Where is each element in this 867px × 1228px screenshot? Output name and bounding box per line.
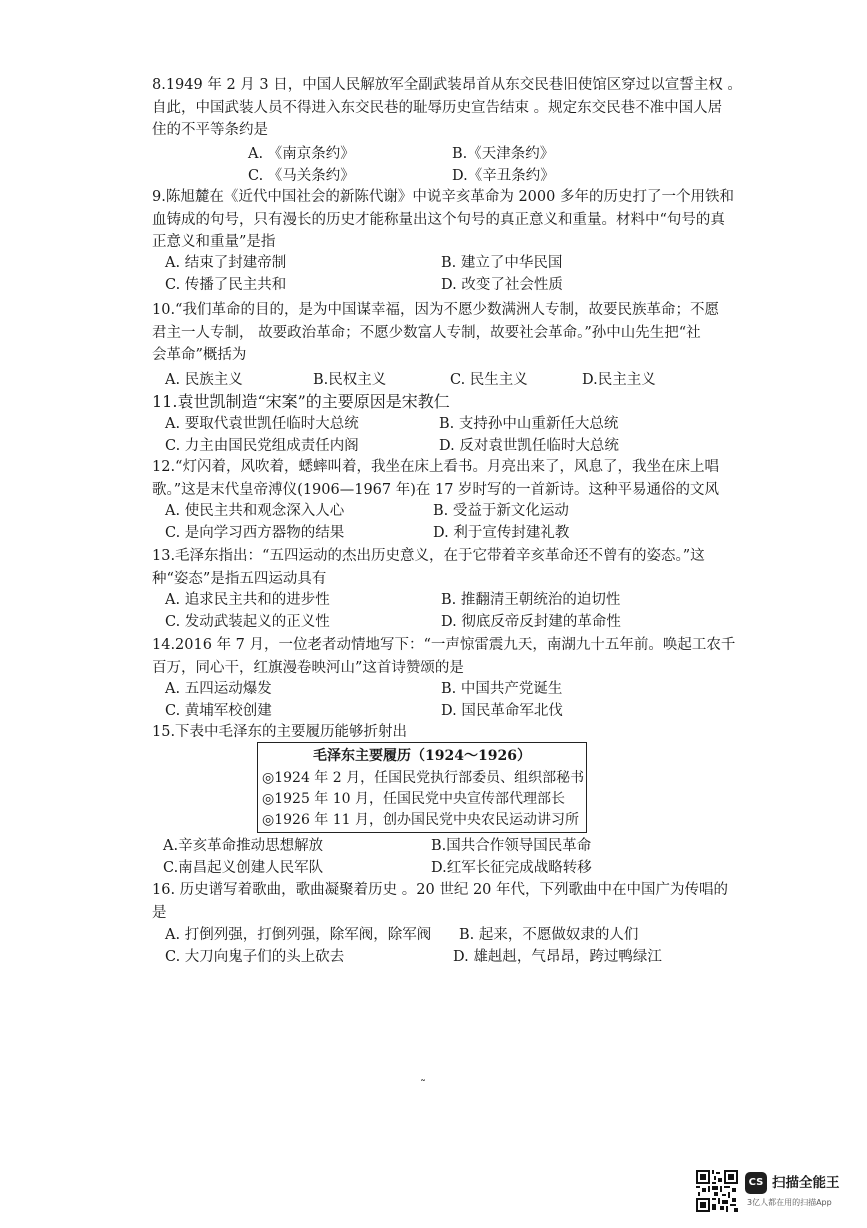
q11-option-a: A. 要取代袁世凯任临时大总统 xyxy=(165,416,359,432)
q13-option-c: C. 发动武装起义的正义性 xyxy=(165,614,330,630)
question-11-line-1: 11.袁世凯制造“宋案”的主要原因是宋教仁 xyxy=(152,392,450,411)
q14-option-d: D. 国民革命军北伐 xyxy=(441,703,563,719)
q16-option-d: D. 雄赳赳，气昂昂，跨过鸭绿江 xyxy=(453,949,662,965)
q8-option-b: B.《天津条约》 xyxy=(452,146,555,162)
qr-code-icon xyxy=(696,1170,738,1212)
question-8 xyxy=(152,74,742,142)
q11-option-b: B. 支持孙中山重新任大总统 xyxy=(439,416,619,432)
q13-option-d: D. 彻底反帝反封建的革命性 xyxy=(441,614,621,630)
q16-option-b: B. 起来，不愿做奴隶的人们 xyxy=(459,927,639,943)
q12-option-b: B. 受益于新文化运动 xyxy=(433,503,569,519)
question-8-line-3: 住的不平等条约是 xyxy=(152,122,268,138)
question-10 xyxy=(152,299,719,367)
question-8-line-2: 自此，中国武装人员不得进入东交民巷的耻辱历史宣告结束 。规定东交民巷不准中国人居 xyxy=(152,99,723,116)
resume-table-row-3: ◎1926 年 11 月，创办国民党中央农民运动讲习所 xyxy=(262,812,580,828)
q13-option-a: A. 追求民主共和的进步性 xyxy=(165,592,330,608)
question-13-line-1: 13.毛泽东指出：“五四运动的杰出历史意义，在于它带着辛亥革命还不曾有的姿态。”这 xyxy=(152,548,705,564)
question-9-line-1: 9.陈旭麓在《近代中国社会的新陈代谢》中说辛亥革命为 2000 多年的历史打了一个用铁和 xyxy=(152,189,734,205)
q15-option-d: D.红军长征完成战略转移 xyxy=(431,860,592,876)
q15-option-c: C.南昌起义创建人民军队 xyxy=(163,860,324,876)
resume-table-row-1: ◎1924 年 2 月，任国民党执行部委员、组织部秘书 xyxy=(262,770,585,786)
q10-option-a: A. 民族主义 xyxy=(165,372,243,388)
question-13-line-2: 种“姿态”是指五四运动具有 xyxy=(152,570,327,587)
question-15-line-1: 15.下表中毛泽东的主要履历能够折射出 xyxy=(152,724,408,740)
q9-option-d: D. 改变了社会性质 xyxy=(441,277,563,293)
q14-option-b: B. 中国共产党诞生 xyxy=(441,681,563,697)
q16-option-a: A. 打倒列强，打倒列强，除军阀，除军阀 xyxy=(165,927,432,943)
q12-option-c: C. 是向学习西方器物的结果 xyxy=(165,525,345,541)
q11-option-c: C. 力主由国民党组成责任内阁 xyxy=(165,438,359,454)
q9-option-c: C. 传播了民主共和 xyxy=(165,277,287,293)
q8-option-d: D.《辛丑条约》 xyxy=(452,168,555,184)
q14-option-c: C. 黄埔军校创建 xyxy=(165,703,272,719)
q10-option-c: C. 民生主义 xyxy=(450,372,528,388)
question-12-line-1: 12.“灯闪着，风吹着，蟋蟀叫着，我坐在床上看书。月亮出来了，风息了，我坐在床上唱 xyxy=(152,459,719,475)
q15-option-a: A.辛亥革命推动思想解放 xyxy=(163,838,324,854)
question-8-line-1: 8.1949 年 2 月 3 日，中国人民解放军全副武装昂首从东交民巷旧使馆区穿过以宣誓主权 。 xyxy=(152,77,742,93)
q11-option-d: D. 反对袁世凯任临时大总统 xyxy=(439,438,619,454)
scanner-brand xyxy=(745,1172,855,1212)
q10-option-b: B.民权主义 xyxy=(313,372,387,388)
q15-option-b: B.国共合作领导国民革命 xyxy=(431,838,592,854)
question-11 xyxy=(152,391,712,414)
question-10-line-3: 会革命”概括为 xyxy=(152,347,247,363)
question-9 xyxy=(152,186,734,254)
question-12-line-2: 歌。”这是末代皇帝溥仪(1906—1967 年)在 17 岁时写的一首新诗。这种平易通俗的文风 xyxy=(152,481,720,498)
q10-option-d: D.民主主义 xyxy=(582,372,656,388)
question-13 xyxy=(152,545,712,590)
question-12 xyxy=(152,456,720,501)
q14-option-a: A. 五四运动爆发 xyxy=(165,681,272,697)
app-tagline: 3亿人都在用的扫描App xyxy=(747,1198,832,1207)
question-14 xyxy=(152,634,736,679)
question-16 xyxy=(152,879,729,924)
question-9-line-2: 血铸成的句号，只有漫长的历史才能称量出这个句号的真正意义和重量。材料中“句号的真 xyxy=(152,211,725,228)
resume-table xyxy=(257,742,587,833)
question-10-line-2: 君主一人专制， 故要政治革命；不愿少数富人专制，故要社会革命。”孙中山先生把“社 xyxy=(152,324,701,341)
q12-option-a: A. 使民主共和观念深入人心 xyxy=(165,503,345,519)
question-14-line-1: 14.2016 年 7 月，一位老者动情地写下：“一声惊雷震九天，南湖九十五年前。唤起工农千 xyxy=(152,637,736,653)
app-name: 扫描全能王 xyxy=(772,1175,840,1191)
q8-option-c: C. 《马关条约》 xyxy=(248,168,355,184)
q9-option-a: A. 结束了封建帝制 xyxy=(165,255,287,271)
question-10-line-1: 10.“我们革命的目的，是为中国谋幸福，因为不愿少数满洲人专制，故要民族革命；不愿 xyxy=(152,302,719,318)
q13-option-b: B. 推翻清王朝统治的迫切性 xyxy=(441,592,621,608)
question-9-line-3: 正意义和重量”是指 xyxy=(152,234,276,250)
camscanner-logo-icon: CS xyxy=(745,1172,767,1194)
question-15 xyxy=(152,721,712,744)
page-mark: ˜ xyxy=(420,1078,426,1092)
q12-option-d: D. 利于宣传封建礼教 xyxy=(433,525,570,541)
q8-option-a: A. 《南京条约》 xyxy=(248,146,355,162)
question-16-line-2: 是 xyxy=(152,904,167,921)
resume-table-title: 毛泽东主要履历（1924～1926） xyxy=(313,748,531,764)
resume-table-row-2: ◎1925 年 10 月，任国民党中央宣传部代理部长 xyxy=(262,791,566,807)
question-16-line-1: 16. 历史谱写着歌曲，歌曲凝聚着历史 。20 世纪 20 年代，下列歌曲中在中国广为传唱的 xyxy=(152,882,729,898)
q9-option-b: B. 建立了中华民国 xyxy=(441,255,563,271)
question-14-line-2: 百万，同心干，红旗漫卷映河山”这首诗赞颂的是 xyxy=(152,659,464,676)
q16-option-c: C. 大刀向鬼子们的头上砍去 xyxy=(165,949,345,965)
